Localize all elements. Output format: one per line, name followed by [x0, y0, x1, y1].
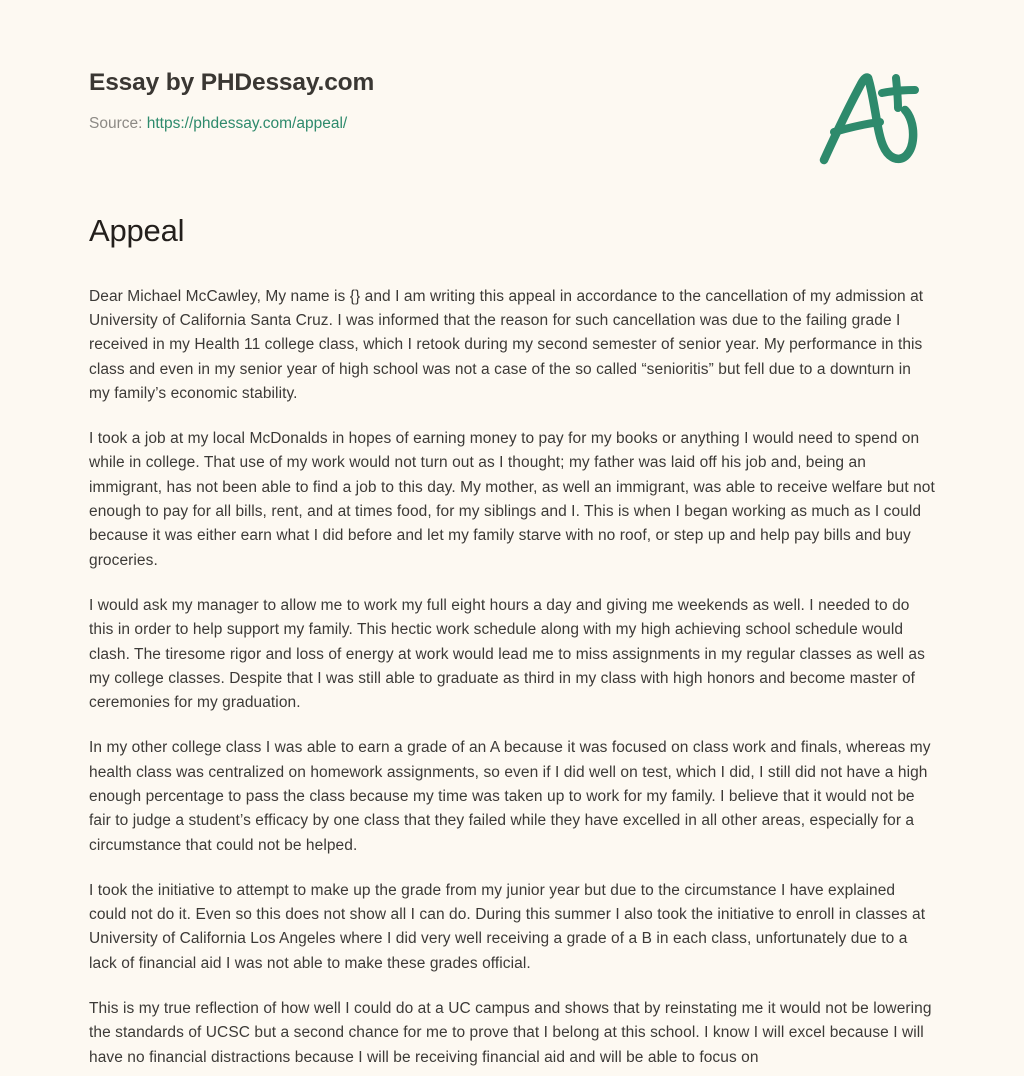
- page-header: [0, 0, 1024, 190]
- essay-paragraph: I took a job at my local McDonalds in hopes of earning money to pay for my books or anything I would need to spend on while in college. That use of my work would not turn out as I thought; my father was laid off his job and, being an immigrant, has not been able to find a job to this day. My mother, as well an immigrant, was able to receive welfare but not enough to pay for all bills, rent, and at times food, for my siblings and I. This is when I began working as much as I could because it was either earn what I did before and let my family starve with no roof, or step up and help pay bills and buy groceries.: [89, 430, 935, 569]
- source-url-link[interactable]: https://phdessay.com/appeal/: [146, 115, 348, 133]
- brand-title: Essay by PHDessay.com: [89, 69, 375, 96]
- essay-body: [89, 285, 935, 1070]
- essay-content: [89, 213, 935, 1070]
- source-label: Source:: [89, 115, 143, 133]
- essay-paragraph: Dear Michael McCawley, My name is {} and I am writing this appeal in accordance to the cancellation of my admission at University of California Santa Cruz. I was informed that the reason for such cancellation was due to the failing grade I received in my Health 11 college class, which I retook during my second semester of senior year. My performance in this class and even in my senior year of high school was not a case of the so called “senioritis” but fell due to a downturn in my family’s economic stability.: [89, 287, 924, 402]
- essay-paragraph: This is my true reflection of how well I could do at a UC campus and shows that by reinstating me it would not be lowering the standards of UCSC but a second chance for me to prove that I belong at this school. I know I will excel because I will have no financial distractions because I will be receiving financial aid and will be able to focus on: [89, 1000, 932, 1066]
- essay-paragraph: I would ask my manager to allow me to work my full eight hours a day and giving me weekends as well. I needed to do this in order to help support my family. This hectic work schedule along with my high achieving school schedule would clash. The tiresome rigor and loss of energy at work would lead me to miss assignments in my regular classes as well as my college classes. Despite that I was still able to graduate as third in my class with high honors and become master of ceremonies for my graduation.: [89, 596, 925, 712]
- essay-paragraph: In my other college class I was able to earn a grade of an A because it was focused on class work and finals, whereas my health class was centralized on homework assignments, so even if I did well on test, which I did, I still did not have a high enough percentage to pass the class because my time was taken up to work for my family. I believe that it would not be fair to judge a student’s efficacy by one class that they failed while they have excelled in all other areas, especially for a circumstance that could not be helped.: [89, 739, 931, 854]
- page-title: Appeal: [89, 213, 185, 248]
- source-line: [89, 114, 709, 134]
- a-plus-logo-icon: [812, 66, 924, 170]
- essay-paragraph: I took the initiative to attempt to make up the grade from my junior year but due to the circumstance I have explained could not do it. Even so this does not show all I can do. During this summer I also took the initiative to enroll in classes at University of California Los Angeles where I did very well receiving a grade of a B in each class, unfortunately due to a lack of financial aid I was not able to make these grades official.: [89, 881, 926, 972]
- brand-block: [89, 68, 709, 135]
- a-plus-logo-svg: [812, 66, 924, 170]
